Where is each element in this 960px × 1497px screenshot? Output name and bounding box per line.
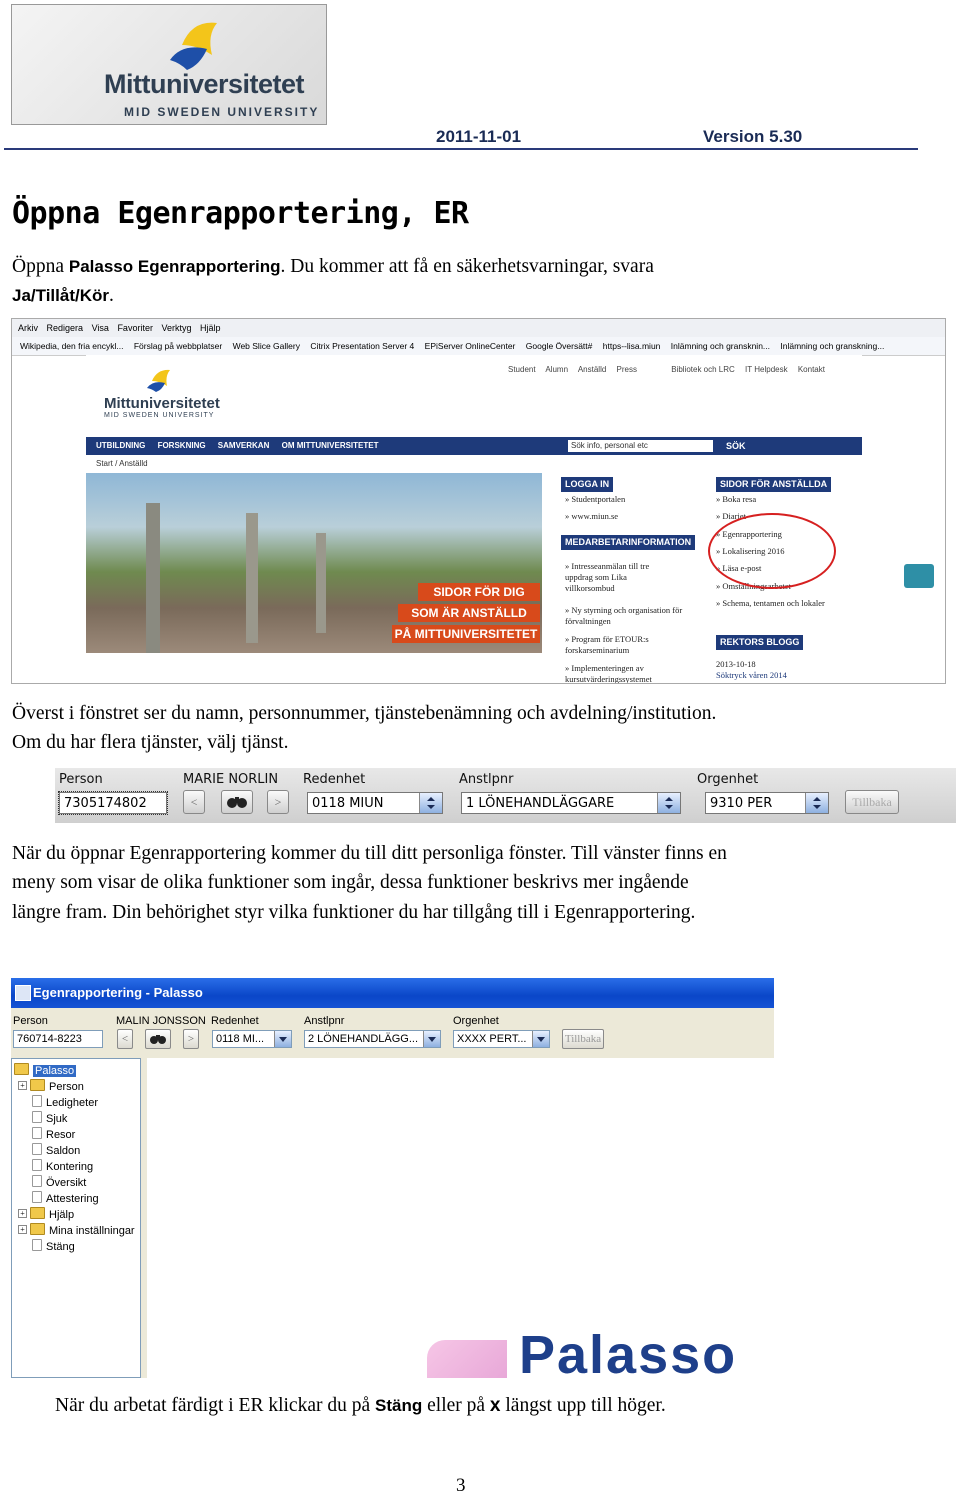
page-icon (32, 1111, 42, 1123)
rector-blog-heading: REKTORS BLOGG (716, 635, 803, 650)
closing-paragraph: När du arbetat färdigt i ER klickar du på Stäng eller på x längst upp till höger. (55, 1395, 666, 1416)
menu-item[interactable]: Redigera (46, 323, 84, 333)
anstlpnr-label: Anstlpnr (459, 772, 514, 787)
back-button[interactable]: Tillbaka (845, 790, 899, 814)
tree-item-mina-installningar[interactable]: Mina inställningar (30, 1223, 135, 1237)
close-x-term: x (489, 1395, 501, 1416)
tree-item-oversikt[interactable]: Översikt (32, 1175, 86, 1189)
anstlpnr-value: 2 LÖNEHANDLÄGG... (308, 1033, 419, 1045)
top-link[interactable]: Alumn (545, 365, 569, 374)
page-icon (32, 1175, 42, 1187)
orgenhet-label: Orgenhet (697, 772, 759, 787)
staff-link[interactable]: » Omställningsarbetet (716, 581, 791, 591)
university-logo (11, 4, 327, 125)
person-number-field[interactable]: 7305174802 (59, 792, 167, 814)
highlight-circle (708, 513, 836, 589)
dropdown-arrow-icon[interactable] (532, 1031, 549, 1047)
dropdown-arrow-icon[interactable] (657, 793, 680, 813)
page-icon (32, 1191, 42, 1203)
next-button[interactable]: > (267, 790, 289, 814)
favorite-link[interactable]: Web Slice Gallery (232, 341, 300, 351)
nav-item[interactable]: OM MITTUNIVERSITETET (281, 441, 379, 450)
favorite-link[interactable]: Citrix Presentation Server 4 (310, 341, 415, 351)
top-link[interactable]: Press (616, 365, 637, 374)
redenhet-label: Redenhet (211, 1015, 259, 1027)
back-button[interactable]: Tillbaka (562, 1029, 604, 1049)
favorite-link[interactable]: Inlämning och gransknin... (670, 341, 771, 351)
hero-pillar (146, 503, 160, 653)
anstlpnr-value: 1 LÖNEHANDLÄGGARE (466, 796, 615, 811)
staff-link[interactable]: » Lokalisering 2016 (716, 546, 785, 556)
staff-link[interactable]: » Diariet (716, 511, 746, 521)
page-icon (32, 1095, 42, 1107)
hero-banner-line: PÅ MITTUNIVERSITETET (392, 625, 540, 643)
anstlpnr-label: Anstlpnr (304, 1015, 345, 1027)
app-icon (15, 985, 31, 1001)
favorite-link[interactable]: https--lisa.miun (602, 341, 661, 351)
palasso-app-name: Palasso Egenrapportering (68, 257, 281, 276)
tree-item-person[interactable]: Person (30, 1079, 84, 1093)
palasso-logo-text: Palasso (519, 1325, 738, 1378)
website-page (86, 355, 862, 684)
orgenhet-select[interactable] (453, 1030, 550, 1048)
search-binoculars-icon[interactable] (145, 1029, 171, 1049)
expand-plus-icon[interactable]: + (18, 1081, 27, 1090)
dropdown-arrow-icon[interactable] (274, 1031, 291, 1047)
body-paragraph-line: När du öppnar Egenrapportering kommer du till ditt personliga fönster. Till vänster finns en (12, 843, 727, 864)
page-title: Öppna Egenrapportering, ER (12, 196, 469, 231)
body-paragraph-line: meny som visar de olika funktioner som ingår, dessa funktioner beskrivs mer ingående (12, 872, 689, 893)
redenhet-select[interactable] (212, 1030, 292, 1048)
logo-subtitle: MID SWEDEN UNIVERSITY (124, 105, 320, 119)
tree-item-attestering[interactable]: Attestering (32, 1191, 99, 1205)
main-content-pane (147, 1058, 774, 1378)
employee-name: MALIN JONSSON (116, 1015, 206, 1027)
login-heading: LOGGA IN (561, 477, 613, 492)
page-icon (32, 1159, 42, 1171)
header-divider (4, 148, 918, 150)
top-link[interactable]: Anställd (577, 365, 607, 374)
person-number-field[interactable]: 760714-8223 (13, 1030, 103, 1048)
folder-icon (30, 1079, 45, 1091)
anstlpnr-select[interactable] (461, 792, 681, 814)
tree-item-saldon[interactable]: Saldon (32, 1143, 80, 1157)
orgenhet-value: XXXX PERT... (457, 1033, 527, 1045)
redenhet-label: Redenhet (303, 772, 366, 787)
blog-title-link[interactable]: Söktryck våren 2014 (716, 670, 787, 680)
tree-item-sjuk[interactable]: Sjuk (32, 1111, 67, 1125)
person-label: Person (13, 1015, 48, 1027)
favorite-link[interactable]: Förslag på webbplatser (133, 341, 223, 351)
favorites-bar (12, 337, 946, 356)
staff-link[interactable]: » Läsa e-post (716, 563, 762, 573)
employee-name: MARIE NORLIN (183, 772, 279, 787)
prev-button[interactable]: < (183, 790, 205, 814)
stang-term: Stäng (375, 1396, 423, 1415)
expand-plus-icon[interactable]: + (18, 1225, 27, 1234)
menu-item[interactable]: Arkiv (18, 323, 38, 333)
nav-item[interactable]: SAMVERKAN (217, 441, 270, 450)
menu-item[interactable]: Visa (91, 323, 109, 333)
favorite-link[interactable]: Wikipedia, den fria encykl... (20, 341, 124, 351)
folder-icon (30, 1223, 45, 1235)
page-icon (32, 1127, 42, 1139)
tree-root[interactable]: Palasso (14, 1063, 76, 1077)
dropdown-arrow-icon[interactable] (805, 793, 828, 813)
dropdown-arrow-icon[interactable] (423, 1031, 440, 1047)
tree-item-ledigheter[interactable]: Ledigheter (32, 1095, 98, 1109)
news-link[interactable]: » Program för ETOUR:s forskarseminarium (565, 634, 649, 655)
browser-menubar (12, 319, 946, 337)
orgenhet-value: 9310 PER (710, 796, 773, 811)
menu-item[interactable]: Verktyg (161, 323, 192, 333)
intro-paragraph: Öppna Palasso Egenrapportering. Du kommer att få en säkerhetsvarningar, svara Ja/Tillåt/Kör. (12, 256, 654, 306)
news-link[interactable]: » Ny styrning och organisation för förvaltningen (565, 605, 683, 626)
news-link[interactable]: » Implementeringen av kursutvärderingssystemet (565, 663, 652, 684)
site-logo-subtitle: MID SWEDEN UNIVERSITY (104, 412, 215, 419)
site-logo-icon (144, 367, 174, 393)
egenrapportering-link[interactable]: » Egenrapportering (716, 529, 782, 539)
news-link[interactable]: » Intresseanmälan till tre uppdrag som Lika villkorsombud (565, 561, 650, 593)
browser-screenshot (11, 318, 946, 684)
header-paragraph: Överst i fönstret ser du namn, personnummer, tjänstebenämning och avdelning/institution. Om du har flera tjänster, välj tjänst. (12, 703, 717, 753)
tree-item-kontering[interactable]: Kontering (32, 1159, 93, 1173)
favorite-link[interactable]: Google Översätt# (525, 341, 593, 351)
staff-pages-heading: SIDOR FÖR ANSTÄLLDA (716, 477, 831, 492)
staff-info-heading: MEDARBETARINFORMATION (561, 535, 695, 550)
tree-item-hjalp[interactable]: Hjälp (30, 1207, 74, 1221)
breadcrumb: Start / Anställd (96, 459, 148, 468)
top-link[interactable]: Bibliotek och LRC (671, 365, 735, 374)
site-logo-name: Mittuniversitetet (104, 395, 220, 412)
body-paragraph-line: längre fram. Din behörighet styr vilka funktioner du har tillgång till i Egenrapportering. (12, 902, 696, 923)
favorite-link[interactable]: EPiServer OnlineCenter (424, 341, 516, 351)
top-link[interactable]: Kontakt (797, 365, 825, 374)
anstlpnr-select[interactable] (304, 1030, 441, 1048)
page-number: 3 (456, 1475, 466, 1496)
dropdown-arrow-icon[interactable] (419, 793, 442, 813)
menu-item[interactable]: Favoriter (117, 323, 153, 333)
expand-plus-icon[interactable]: + (18, 1209, 27, 1218)
er-header-toolbar (55, 768, 956, 823)
favorite-link[interactable]: Inlämning och granskning... (780, 341, 885, 351)
link-studentportalen[interactable]: » Studentportalen (565, 494, 626, 504)
security-answer: Ja/Tillåt/Kör (12, 286, 109, 305)
hero-pillar (246, 513, 258, 643)
folder-icon (30, 1207, 45, 1219)
redenhet-value: 0118 MI... (216, 1033, 265, 1045)
hero-banner-line: SIDOR FÖR DIG (418, 583, 540, 601)
document-version: Version 5.30 (703, 127, 803, 146)
prev-button[interactable]: < (117, 1029, 133, 1049)
hero-pillar (316, 533, 326, 633)
menu-item[interactable]: Hjälp (200, 323, 221, 333)
blog-date: 2013-10-18 (716, 659, 756, 669)
top-link[interactable]: IT Helpdesk (745, 365, 788, 374)
redenhet-select[interactable] (307, 792, 443, 814)
orgenhet-select[interactable] (705, 792, 829, 814)
staff-link[interactable]: » Schema, tentamen och lokaler (716, 598, 825, 608)
document-date: 2011-11-01 (436, 127, 522, 146)
chat-icon[interactable] (904, 564, 934, 588)
palasso-logo-swoosh (427, 1340, 507, 1378)
next-button[interactable]: > (183, 1029, 199, 1049)
nav-item[interactable]: UTBILDNING (96, 441, 146, 450)
window-titlebar (11, 978, 774, 1008)
orgenhet-label: Orgenhet (453, 1015, 499, 1027)
site-top-links (508, 365, 833, 374)
logo-name: Mittuniversitetet (104, 69, 305, 99)
search-binoculars-icon[interactable] (221, 790, 253, 814)
logo-mark-icon (162, 15, 232, 71)
nav-item[interactable]: FORSKNING (157, 441, 206, 450)
tree-item-stang[interactable]: Stäng (32, 1239, 75, 1253)
redenhet-value: 0118 MIUN (312, 796, 384, 811)
person-label: Person (59, 772, 103, 787)
tree-item-resor[interactable]: Resor (32, 1127, 75, 1141)
page-icon (32, 1143, 42, 1155)
splitter[interactable] (142, 1062, 146, 1374)
palasso-window (11, 978, 774, 1378)
hero-banner-line: SOM ÄR ANSTÄLLD (398, 604, 540, 622)
staff-link[interactable]: » Boka resa (716, 494, 757, 504)
top-link[interactable]: Student (508, 365, 536, 374)
folder-open-icon (14, 1063, 29, 1075)
site-search-button[interactable]: SÖK (726, 441, 746, 451)
function-menu-tree (11, 1058, 141, 1378)
link-miun[interactable]: » www.miun.se (565, 511, 619, 521)
window-title: Egenrapportering - Palasso (33, 985, 203, 1000)
site-search-input[interactable]: Sök info, personal etc (568, 440, 713, 452)
page-icon (32, 1239, 42, 1251)
